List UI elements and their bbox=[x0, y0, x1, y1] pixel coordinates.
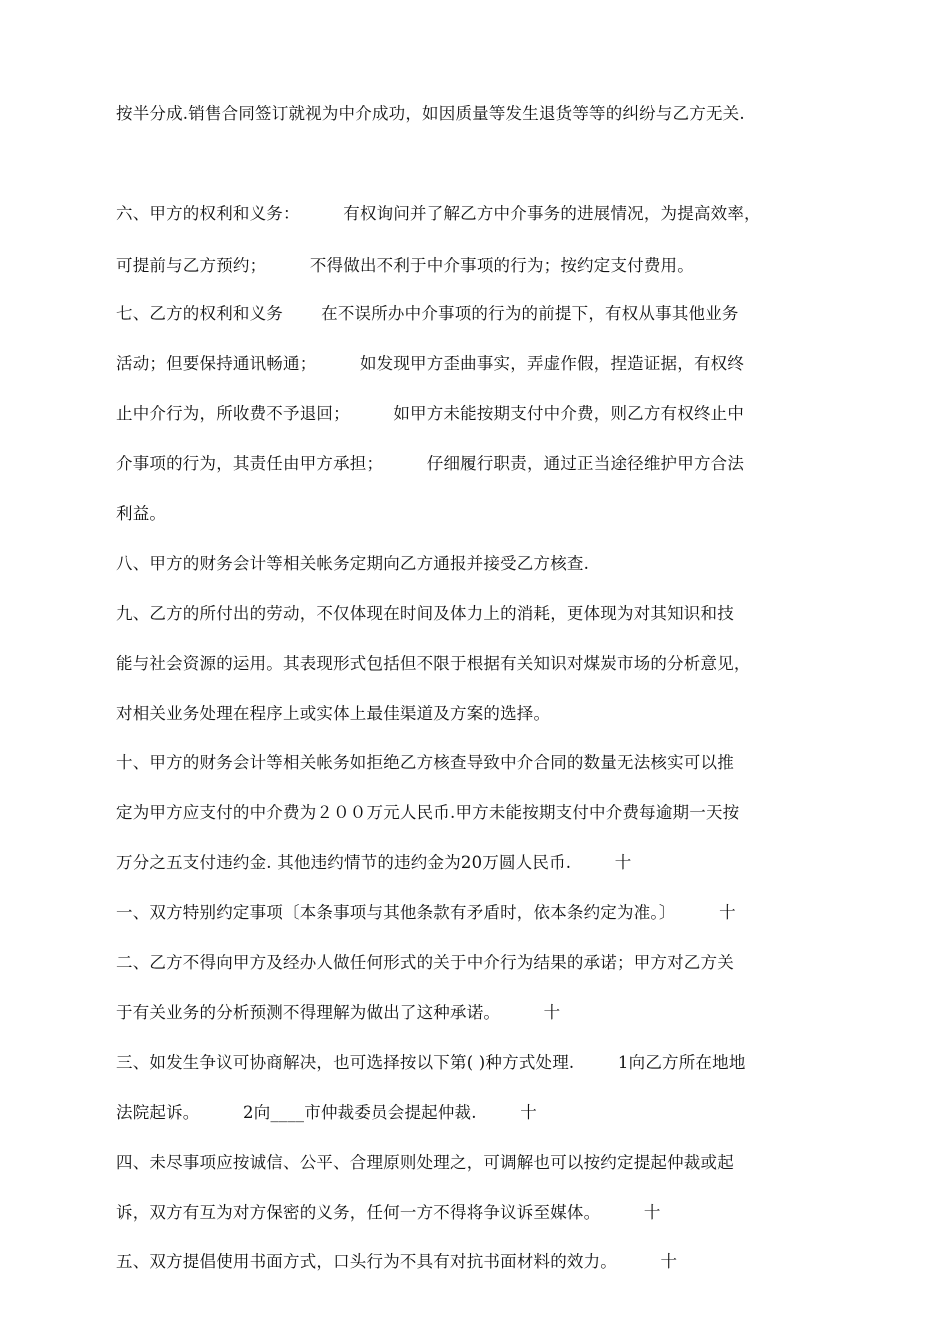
text-line-11: 能与社会资源的运用。其表现形式包括但不限于根据有关知识对煤炭市场的分析意见， bbox=[116, 654, 751, 673]
text-line-12: 对相关业务处理在程序上或实体上最佳渠道及方案的选择。 bbox=[116, 704, 551, 723]
text-line-15: 万分之五支付违约金. 其他违约情节的违约金为20万圆人民币. 十 bbox=[116, 853, 632, 872]
text-line-22: 诉，双方有互为对方保密的义务，任何一方不得将争议诉至媒体。 十 bbox=[116, 1203, 661, 1222]
text-line-5: 活动；但要保持通讯畅通； 如发现甲方歪曲事实，弄虚作假，捏造证据，有权终 bbox=[116, 354, 745, 373]
text-line-9: 八、甲方的财务会计等相关帐务定期向乙方通报并接受乙方核查. bbox=[116, 554, 590, 573]
text-line-1: 按半分成.销售合同签订就视为中介成功，如因质量等发生退货等等的纠纷与乙方无关. bbox=[116, 104, 745, 123]
text-line-8: 利益。 bbox=[116, 504, 167, 523]
text-line-2: 六、甲方的权利和义务： 有权询问并了解乙方中介事务的进展情况，为提高效率， bbox=[116, 204, 761, 223]
text-line-3: 可提前与乙方预约； 不得做出不利于中介事项的行为；按约定支付费用。 bbox=[116, 256, 694, 275]
text-line-23: 五、双方提倡使用书面方式，口头行为不具有对抗书面材料的效力。 十 bbox=[116, 1252, 678, 1271]
text-line-17: 二、乙方不得向甲方及经办人做任何形式的关于中介行为结果的承诺；甲方对乙方关 bbox=[116, 953, 734, 972]
text-line-21: 四、未尽事项应按诚信、公平、合理原则处理之，可调解也可以按约定提起仲裁或起 bbox=[116, 1153, 734, 1172]
text-line-6: 止中介行为，所收费不予退回； 如甲方未能按期支付中介费，则乙方有权终止中 bbox=[116, 404, 745, 423]
text-line-13: 十、甲方的财务会计等相关帐务如拒绝乙方核查导致中介合同的数量无法核实可以推 bbox=[116, 753, 734, 772]
text-line-20: 法院起诉。 2向____市仲裁委员会提起仲裁. 十 bbox=[116, 1103, 537, 1122]
text-line-18: 于有关业务的分析预测不得理解为做出了这种承诺。 十 bbox=[116, 1003, 561, 1022]
text-line-19: 三、如发生争议可协商解决，也可选择按以下第( )种方式处理. 1向乙方所在地地 bbox=[116, 1053, 746, 1072]
text-line-14: 定为甲方应支付的中介费为２００万元人民币.甲方未能按期支付中介费每逾期一天按 bbox=[116, 803, 740, 822]
text-line-7: 介事项的行为，其责任由甲方承担； 仔细履行职责，通过正当途径维护甲方合法 bbox=[116, 454, 745, 473]
text-line-4: 七、乙方的权利和义务 在不误所办中介事项的行为的前提下，有权从事其他业务 bbox=[116, 304, 739, 323]
text-line-10: 九、乙方的所付出的劳动，不仅体现在时间及体力上的消耗，更体现为对其知识和技 bbox=[116, 604, 734, 623]
text-line-16: 一、双方特别约定事项〔本条事项与其他条款有矛盾时，依本条约定为准。〕 十 bbox=[116, 903, 736, 922]
